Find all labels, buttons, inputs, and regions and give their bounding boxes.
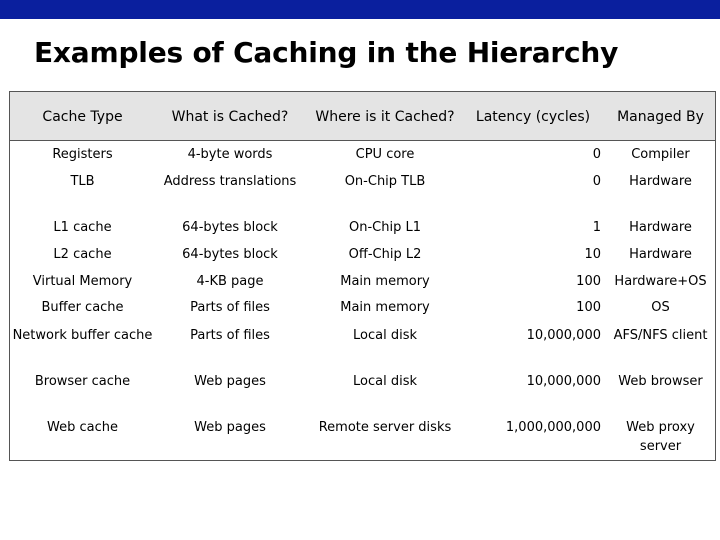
cell-what-is-cached: 64-bytes block xyxy=(182,220,278,235)
cell-latency: 0 xyxy=(592,147,601,162)
cell-where-cached: Main memory xyxy=(340,300,430,315)
cell-cache-type: Web cache xyxy=(47,420,118,435)
cell-latency: 0 xyxy=(592,174,601,189)
cell-cache-type: Virtual Memory xyxy=(32,274,133,289)
header-latency: Latency (cycles) xyxy=(475,109,591,125)
cell-managed-by: AFS/NFS client xyxy=(613,328,708,343)
top-accent-bar xyxy=(0,0,720,19)
header-cache-type: Cache Type xyxy=(42,109,123,125)
cell-latency: 100 xyxy=(576,300,601,315)
cell-latency: 100 xyxy=(576,274,601,289)
cell-where-cached: Local disk xyxy=(353,328,417,343)
cell-what-is-cached: Parts of files xyxy=(190,328,270,343)
header-where-cached: Where is it Cached? xyxy=(315,109,455,125)
cell-cache-type: L1 cache xyxy=(53,220,112,235)
cell-managed-by: Hardware xyxy=(629,220,692,235)
header-what-is-cached: What is Cached? xyxy=(171,109,289,125)
caching-table xyxy=(9,91,716,461)
cell-latency: 10 xyxy=(584,247,601,262)
cell-cache-type: TLB xyxy=(70,174,95,189)
cell-where-cached: Remote server disks xyxy=(318,420,452,435)
table-row xyxy=(10,172,715,212)
cell-managed-by: OS xyxy=(651,300,670,315)
cell-where-cached: Local disk xyxy=(353,374,417,389)
table-header-row xyxy=(10,92,715,141)
cell-what-is-cached: 4-byte words xyxy=(187,147,273,162)
cell-where-cached: On-Chip L1 xyxy=(349,220,421,235)
cell-cache-type: Network buffer cache xyxy=(12,328,153,343)
cell-managed-by: Hardware xyxy=(629,247,692,262)
cell-what-is-cached: Address translations xyxy=(163,174,297,189)
cell-where-cached: On-Chip TLB xyxy=(344,174,426,189)
cell-what-is-cached: 4-KB page xyxy=(196,274,264,289)
cell-latency: 1 xyxy=(592,220,601,235)
cell-cache-type: Buffer cache xyxy=(41,300,124,315)
table-row xyxy=(10,326,715,366)
cell-where-cached: Main memory xyxy=(340,274,430,289)
cell-managed-by: Compiler xyxy=(631,147,690,162)
cell-where-cached: Off-Chip L2 xyxy=(348,247,422,262)
cell-what-is-cached: Parts of files xyxy=(190,300,270,315)
cell-what-is-cached: 64-bytes block xyxy=(182,247,278,262)
header-managed-by: Managed By xyxy=(617,109,704,125)
cell-latency: 10,000,000 xyxy=(526,328,601,343)
slide-title: Examples of Caching in the Hierarchy xyxy=(34,36,619,69)
cell-where-cached: CPU core xyxy=(355,147,415,162)
cell-latency: 10,000,000 xyxy=(526,374,601,389)
cell-cache-type: Registers xyxy=(52,147,113,162)
cell-latency: 1,000,000,000 xyxy=(505,420,601,435)
cell-what-is-cached: Web pages xyxy=(194,420,266,435)
cell-cache-type: Browser cache xyxy=(34,374,131,389)
cell-managed-by: Hardware xyxy=(629,174,692,189)
table-row xyxy=(10,418,715,458)
cell-managed-by: Web browser xyxy=(618,374,703,389)
cell-what-is-cached: Web pages xyxy=(194,374,266,389)
table-row xyxy=(10,372,715,412)
cell-managed-by: Hardware+OS xyxy=(614,274,707,289)
cell-managed-by: Web proxy server xyxy=(626,420,695,454)
cell-cache-type: L2 cache xyxy=(53,247,112,262)
